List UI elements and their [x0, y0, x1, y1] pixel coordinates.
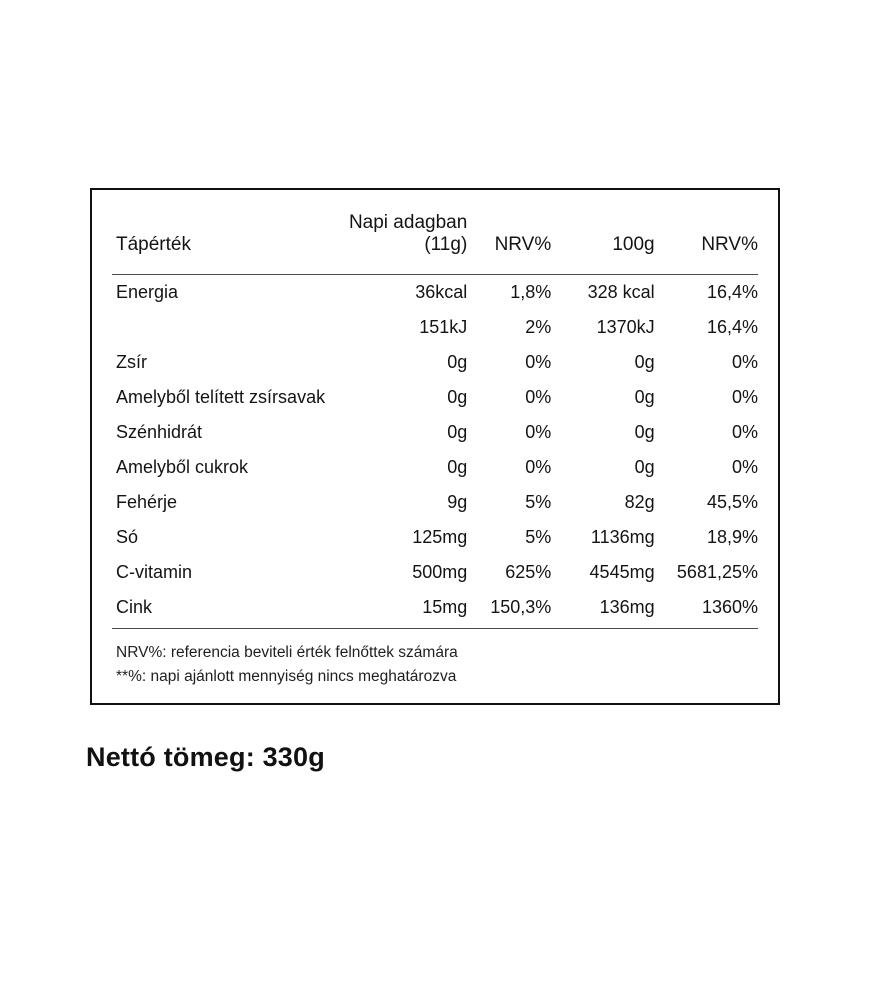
row-serving-value: 0g: [447, 422, 468, 442]
row-per100-value: 82g: [624, 492, 655, 512]
row-per100-value: 0g: [634, 422, 655, 442]
row-nrv-100g-value: 0%: [731, 422, 758, 442]
row-nrv-100g-value: 0%: [731, 352, 758, 372]
column-header-per-100g: 100g: [551, 208, 654, 275]
table-row: [112, 590, 758, 629]
row-nrv-100g-value: 1360%: [655, 590, 758, 629]
footnote-asterisk: **%: napi ajánlott mennyiség nincs meghatározva: [116, 668, 457, 685]
row-serving-value: 15mg: [345, 590, 468, 629]
nutrition-table: [112, 208, 758, 629]
row-label: Energia: [116, 282, 179, 302]
nutrition-facts-panel: [90, 188, 780, 705]
row-serving-value: 151kJ: [419, 317, 468, 337]
row-label: Só: [116, 527, 139, 547]
row-serving-value: 0g: [447, 352, 468, 372]
table-row: [112, 415, 758, 450]
row-serving-value: 36kcal: [415, 282, 468, 302]
row-serving-value: 500mg: [412, 562, 468, 582]
net-weight-text: Nettó tömeg: 330g: [86, 742, 325, 772]
row-nrv-serving-value: 5%: [525, 527, 552, 547]
row-per100-value: 1370kJ: [596, 317, 655, 337]
row-serving-value: 125mg: [412, 527, 468, 547]
row-label: [112, 310, 345, 345]
row-nrv-serving-value: 625%: [505, 562, 552, 582]
table-header: [112, 208, 758, 275]
table-body: [112, 275, 758, 629]
row-label: Fehérje: [116, 492, 178, 512]
row-nrv-serving-value: 5%: [525, 492, 552, 512]
row-nrv-100g-value: 16,4%: [706, 317, 758, 337]
row-nrv-100g-value: 0%: [731, 387, 758, 407]
row-nrv-100g-value: 0%: [731, 457, 758, 477]
row-nrv-serving-value: 0%: [525, 457, 552, 477]
row-per100-value: 0g: [634, 387, 655, 407]
row-label: Amelyből telített zsírsavak: [116, 387, 326, 407]
row-label: Amelyből cukrok: [116, 457, 249, 477]
row-label: Cink: [112, 590, 345, 629]
row-serving-value: 9g: [447, 492, 468, 512]
table-row: [112, 310, 758, 345]
row-per100-value: 1136mg: [590, 527, 655, 547]
row-per100-value: 0g: [634, 352, 655, 372]
row-per100-value: 0g: [634, 457, 655, 477]
row-nrv-100g-value: 16,4%: [706, 282, 758, 302]
table-row: [112, 450, 758, 485]
footnote-nrv: NRV%: referencia beviteli érték felnőttek számára: [116, 644, 458, 661]
row-nrv-100g-value: 5681,25%: [676, 562, 758, 582]
row-serving-value: 0g: [447, 457, 468, 477]
column-header-nrv-serving: NRV%: [467, 208, 551, 275]
footnotes: [112, 641, 758, 689]
row-per100-value: 136mg: [551, 590, 654, 629]
table-row: [112, 520, 758, 555]
table-row: [112, 485, 758, 520]
row-per100-value: 328 kcal: [587, 282, 655, 302]
table-row: [112, 275, 758, 311]
column-header-per-serving: Napi adagban (11g): [345, 208, 468, 275]
table-row: [112, 345, 758, 380]
row-nrv-serving-value: 2%: [525, 317, 552, 337]
row-per100-value: 4545mg: [589, 562, 655, 582]
row-label: C-vitamin: [116, 562, 193, 582]
column-header-nrv-100g: NRV%: [655, 208, 758, 275]
row-nrv-serving-value: 1,8%: [510, 282, 552, 302]
row-nrv-serving-value: 150,3%: [467, 590, 551, 629]
row-nrv-100g-value: 45,5%: [706, 492, 758, 512]
row-nrv-100g-value: 18,9%: [706, 527, 758, 547]
row-label: Szénhidrát: [116, 422, 203, 442]
row-nrv-serving-value: 0%: [525, 387, 552, 407]
table-row: [112, 555, 758, 590]
row-nrv-serving-value: 0%: [525, 352, 552, 372]
column-header-nutrient: Tápérték: [112, 208, 345, 275]
row-nrv-serving-value: 0%: [525, 422, 552, 442]
row-serving-value: 0g: [447, 387, 468, 407]
row-label: Zsír: [116, 352, 147, 372]
table-row: [112, 380, 758, 415]
